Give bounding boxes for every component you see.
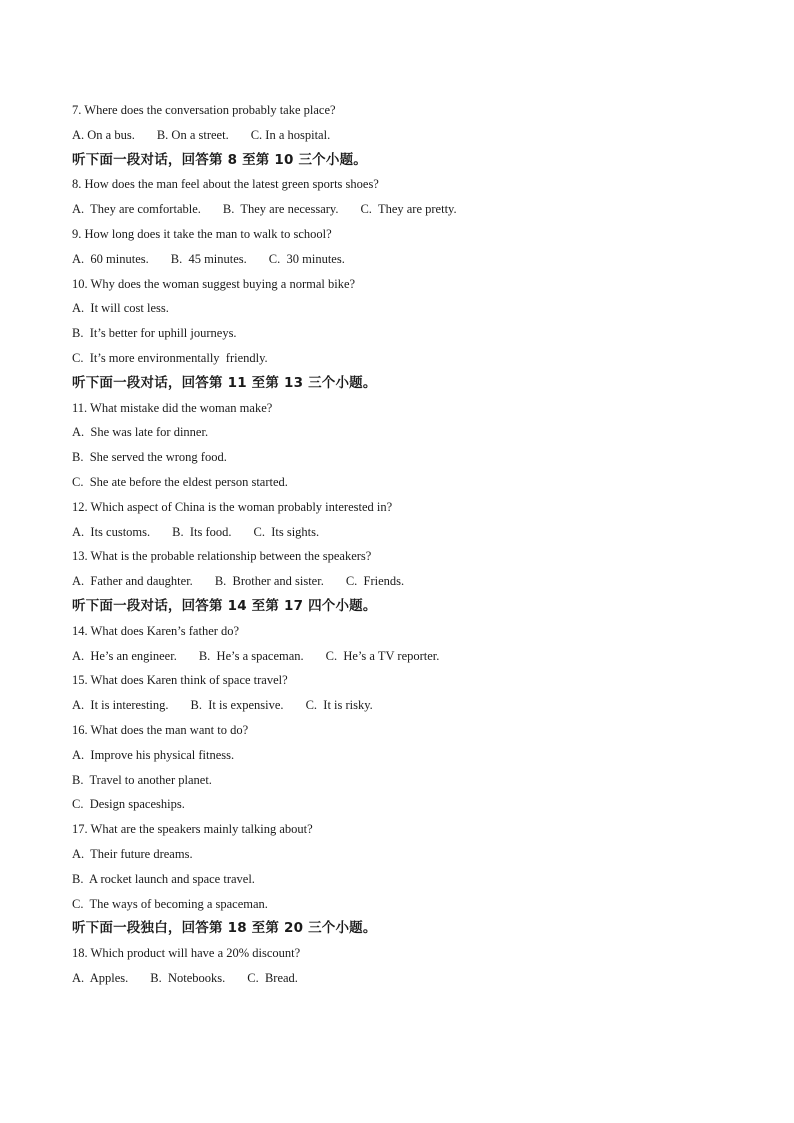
answer-option: B. He’s a spaceman.	[198, 648, 304, 663]
answer-option: B. On a street.	[156, 127, 229, 142]
answer-option: A. It will cost less.	[72, 301, 169, 316]
answer-option: A. He’s an engineer.	[72, 648, 177, 663]
answer-option: C. Its sights.	[253, 524, 320, 539]
answer-option: A. Their future dreams.	[72, 846, 193, 861]
exam-page	[72, 98, 732, 991]
question-text: 14. What does Karen’s father do?	[72, 623, 240, 638]
answer-option: C. They are pretty.	[360, 202, 457, 217]
question-text: 8. How does the man feel about the latest green sports shoes?	[72, 177, 379, 192]
question-text: 9. How long does it take the man to walk to school?	[72, 226, 332, 241]
answer-option: C. It’s more environmentally friendly.	[72, 350, 268, 365]
answer-option: A. On a bus.	[72, 127, 135, 142]
answer-option: C. The ways of becoming a spaceman.	[72, 896, 268, 911]
answer-option: A. Its customs.	[72, 524, 151, 539]
answer-options-row	[72, 569, 732, 594]
question-text: 16. What does the man want to do?	[72, 722, 249, 737]
answer-option: B. 45 minutes.	[170, 251, 247, 266]
answer-options-row	[72, 197, 732, 222]
section-heading: 听下面一段对话，回答第 8 至第 10 三个小题。	[72, 151, 367, 168]
section-heading: 听下面一段对话，回答第 11 至第 13 三个小题。	[72, 374, 377, 391]
answer-option: B. A rocket launch and space travel.	[72, 871, 255, 886]
answer-option: C. She ate before the eldest person started.	[72, 474, 288, 489]
answer-options-row	[72, 520, 732, 545]
answer-option: B. Brother and sister.	[214, 574, 324, 589]
question-text: 15. What does Karen think of space travel?	[72, 673, 288, 688]
answer-option: C. Friends.	[345, 574, 405, 589]
answer-option: A. 60 minutes.	[72, 251, 149, 266]
answer-option: B. They are necessary.	[222, 202, 339, 217]
answer-options-row	[72, 644, 732, 669]
answer-option: A. It is interesting.	[72, 698, 169, 713]
answer-option: B. Travel to another planet.	[72, 772, 212, 787]
section-heading: 听下面一段对话，回答第 14 至第 17 四个小题。	[72, 597, 377, 614]
answer-options-row	[72, 247, 732, 272]
answer-option: A. Improve his physical fitness.	[72, 747, 235, 762]
answer-option: A. Apples.	[72, 970, 129, 985]
answer-option: B. Notebooks.	[150, 970, 226, 985]
answer-option: C. 30 minutes.	[268, 251, 345, 266]
question-text: 13. What is the probable relationship between the speakers?	[72, 549, 372, 564]
answer-option: B. She served the wrong food.	[72, 450, 227, 465]
question-text: 18. Which product will have a 20% discount?	[72, 946, 301, 961]
answer-option: C. In a hospital.	[250, 127, 331, 142]
section-heading: 听下面一段独白，回答第 18 至第 20 三个小题。	[72, 920, 377, 937]
answer-option: A. She was late for dinner.	[72, 425, 209, 440]
answer-option: C. It is risky.	[305, 698, 373, 713]
answer-option: B. It’s better for uphill journeys.	[72, 326, 237, 341]
question-text: 10. Why does the woman suggest buying a normal bike?	[72, 276, 356, 291]
answer-option: B. Its food.	[172, 524, 232, 539]
question-text: 17. What are the speakers mainly talking about?	[72, 822, 313, 837]
answer-option: C. Design spaceships.	[72, 797, 185, 812]
question-text: 12. Which aspect of China is the woman probably interested in?	[72, 499, 393, 514]
answer-option: A. They are comfortable.	[72, 202, 201, 217]
answer-option: B. It is expensive.	[190, 698, 284, 713]
question-text: 11. What mistake did the woman make?	[72, 400, 273, 415]
answer-option: C. Bread.	[247, 970, 298, 985]
answer-option: C. He’s a TV reporter.	[325, 648, 440, 663]
answer-option: A. Father and daughter.	[72, 574, 193, 589]
answer-options-row	[72, 123, 732, 148]
question-text: 7. Where does the conversation probably take place?	[72, 103, 336, 117]
answer-options-row	[72, 966, 732, 991]
answer-options-row	[72, 693, 732, 718]
